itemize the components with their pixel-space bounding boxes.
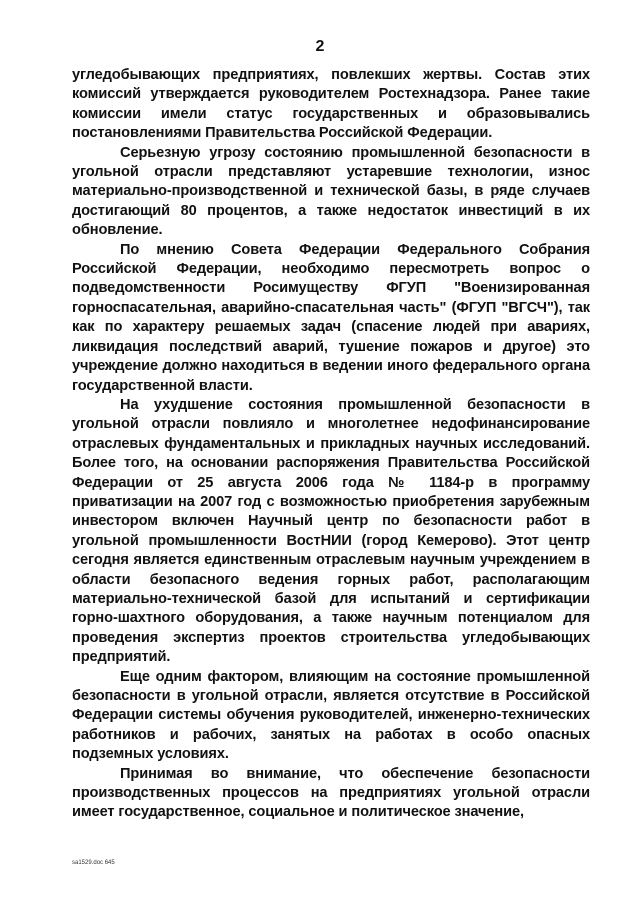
paragraph-training-system: Еще одним фактором, влияющим на состояние промышленной безопасности в угольной отрасли, является отсутствие в Российской Федерации системы обучения руководителей, инженерно-технических работников и рабочих, занятых на работах в особо опасных подземных условиях. bbox=[72, 668, 590, 763]
file-reference-footer: sa1529.doc 645 bbox=[72, 860, 115, 866]
paragraph-threat-technology: Серьезную угрозу состоянию промышленной безопасности в угольной отрасли представляют устаревшие технологии, износ материально-производственной и технической базы, в ряде случаев достигающий 80 процентов, а также недостаток инвестиций в их обновление. bbox=[72, 144, 590, 239]
paragraph-continuation: угледобывающих предприятиях, повлекших жертвы. Состав этих комиссий утверждается руководителем Ростехнадзора. Ранее такие комиссии имели статус государственных и образовывались постановлениями Правительства Российской Федерации. bbox=[72, 67, 590, 142]
page-number: 2 bbox=[315, 38, 325, 55]
paragraph-research-underfunding: На ухудшение состояния промышленной безопасности в угольной отрасли повлияло и многолетнее недофинансирование отраслевых фундаментальных и прикладных научных исследований. Более того, на основании распоряжения Правительства Российской Федерации от 25 августа 2006 года № 1184-р в программу приватизации на 2007 год с возможностью приобретения зарубежным инвестором включен Научный центр по безопасности работ в угольной промышленности ВостНИИ (город Кемерово). Этот центр сегодня является единственным отраслевым научным учреждением в области безопасного ведения горных работ, располагающим материально-технической базой для испытаний и сертификации горно-шахтного оборудования, а также научным потенциалом для проведения экспертиз проектов строительства угледобывающих предприятий. bbox=[72, 396, 590, 666]
paragraph-federation-council-opinion: По мнению Совета Федерации Федерального Собрания Российской Федерации, необходимо пересмотреть вопрос о подведомственности Росимуществу ФГУП "Военизированная горноспасательная, аварийно-спасательная часть" (ФГУП "ВГСЧ"), так как по характеру решаемых задач (спасение людей при авариях, ликвидация последствий аварий, тушение пожаров и другое) это учреждение должно находиться в ведении иного федерального органа государственной власти. bbox=[72, 241, 590, 394]
paragraph-considering: Принимая во внимание, что обеспечение безопасности производственных процессов на предприятиях угольной отрасли имеет государственное, социальное и политическое значение, bbox=[72, 765, 590, 821]
document-body bbox=[72, 66, 590, 823]
